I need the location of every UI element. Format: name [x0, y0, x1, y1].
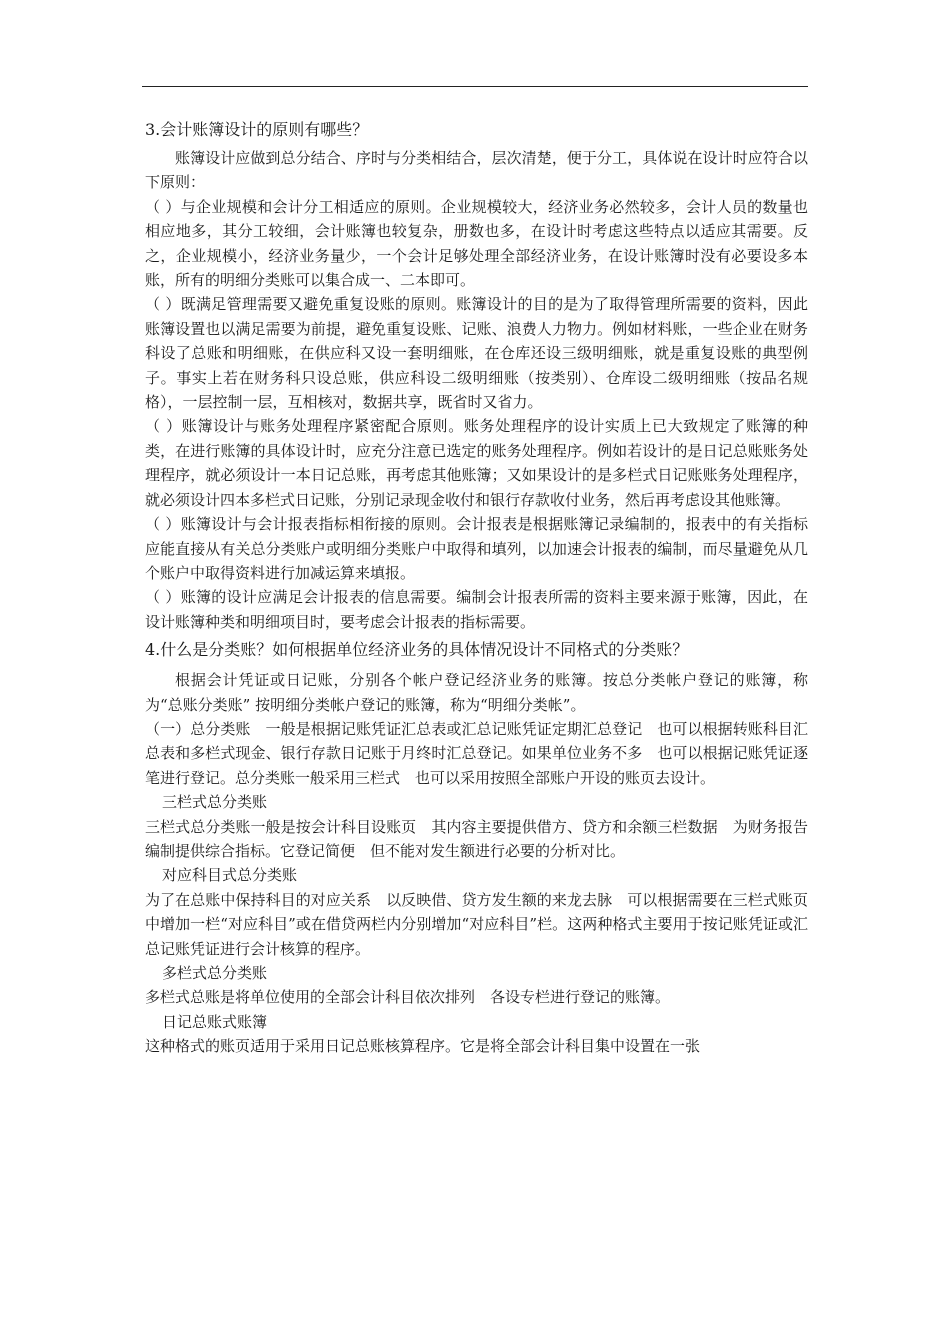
format-text-multi-column: 多栏式总账是将单位使用的全部会计科目依次排列 各设专栏进行登记的账簿。 — [145, 988, 671, 1007]
general-ledger-paragraph: （一）总分类账 一般是根据记账凭证汇总表或汇总记账凭证定期汇总登记 也可以根据转账科目汇总表和多栏式现金、银行存款日记账于月终时汇总登记。如果单位业务不多 也可以根据记账凭证逐笔进行登记。总分类账一般采用三栏式 也可以采用按照全部账户开设的账页去设计。 — [145, 719, 808, 787]
principle-item-3: （ ）账簿设计与账务处理程序紧密配合原则。账务处理程序的设计实质上已大致规定了账簿的种类，在进行账簿的具体设计时，应充分注意已选定的账务处理程序。例如若设计的是日记总账账务处理程序，就必须设计一本日记总账，再考虑其他账簿；又如果设计的是多栏式日记账账务处理程序，就必须设计四本多栏式日记账，分别记录现金收付和银行存款收付业务，然后再考虑设其他账簿。 — [145, 417, 808, 509]
page-content — [145, 118, 808, 1059]
format-text-corresponding-account: 为了在总账中保持科目的对应关系 以反映借、贷方发生额的来龙去脉 可以根据需要在三栏式账页中增加一栏“对应科目”或在借贷两栏内分别增加“对应科目”栏。这两种格式主要用于按记账凭证或汇总记账凭证进行会计核算的程序。 — [145, 890, 808, 958]
format-heading-journal-ledger: 日记总账式账簿 — [162, 1012, 268, 1031]
format-text-journal-ledger: 这种格式的账页适用于采用日记总账核算程序。它是将全部会计科目集中设置在一张 — [145, 1037, 701, 1056]
format-heading-multi-column: 多栏式总分类账 — [162, 964, 268, 982]
principle-item-1: （ ）与企业规模和会计分工相适应的原则。企业规模较大，经济业务必然较多，会计人员的数量也相应地多，其分工较细，会计账簿也较复杂，册数也多，在设计时考虑这些特点以适应其需要。反之，企业规模小，经济业务量少，一个会计足够处理全部经济业务，在设计账簿时没有必要设多本账，所有的明细分类账可以集合成一、二本即可。 — [145, 197, 808, 290]
format-text-three-column: 三栏式总分类账一般是按会计科目设账页 其内容主要提供借方、贷方和余额三栏数据 为财务报告编制提供综合指标。它登记简便 但不能对发生额进行必要的分析对比。 — [145, 817, 808, 860]
principle-item-4: （ ）账簿设计与会计报表指标相衔接的原则。会计报表是根据账簿记录编制的，报表中的有关指标应能直接从有关总分类账户或明细分类账户中取得和填列，以加速会计报表的编制，而尽量避免从几个账户中取得资料进行加减运算来填报。 — [145, 515, 808, 582]
format-heading-three-column: 三栏式总分类账 — [162, 793, 268, 812]
section-3-intro: 账簿设计应做到总分结合、序时与分类相结合，层次清楚，便于分工，具体说在设计时应符合以下原则： — [145, 149, 808, 192]
question-3-heading: 3.会计账簿设计的原则有哪些？ — [145, 120, 369, 139]
format-heading-corresponding-account: 对应科目式总分类账 — [162, 866, 298, 885]
section-4-intro: 根据会计凭证或日记账，分别各个帐户登记经济业务的账簿。按总分类帐户登记的账簿，称为“总账分类账” 按明细分类帐户登记的账簿，称为“明细分类帐”。 — [145, 671, 808, 714]
principle-item-5: （ ）账簿的设计应满足会计报表的信息需要。编制会计报表所需的资料主要来源于账簿，因此，在设计账簿种类和明细项目时，要考虑会计报表的指标需要。 — [145, 588, 808, 631]
header-rule — [142, 86, 808, 87]
principle-item-2: （ ）既满足管理需要又避免重复设账的原则。账簿设计的目的是为了取得管理所需要的资料，因此账簿设置也以满足需要为前提，避免重复设账、记账、浪费人力物力。例如材料账，一些企业在财务科设了总账和明细账，在供应科又设一套明细账，在仓库还设三级明细账，就是重复设账的典型例子。事实上若在财务科只设总账，供应科设二级明细账（按类别）、仓库设二级明细账（按品名规格），一层控制一层，互相核对，数据共享，既省时又省力。 — [145, 295, 808, 412]
question-4-heading: 4.什么是分类账？如何根据单位经济业务的具体情况设计不同格式的分类账？ — [145, 640, 689, 660]
